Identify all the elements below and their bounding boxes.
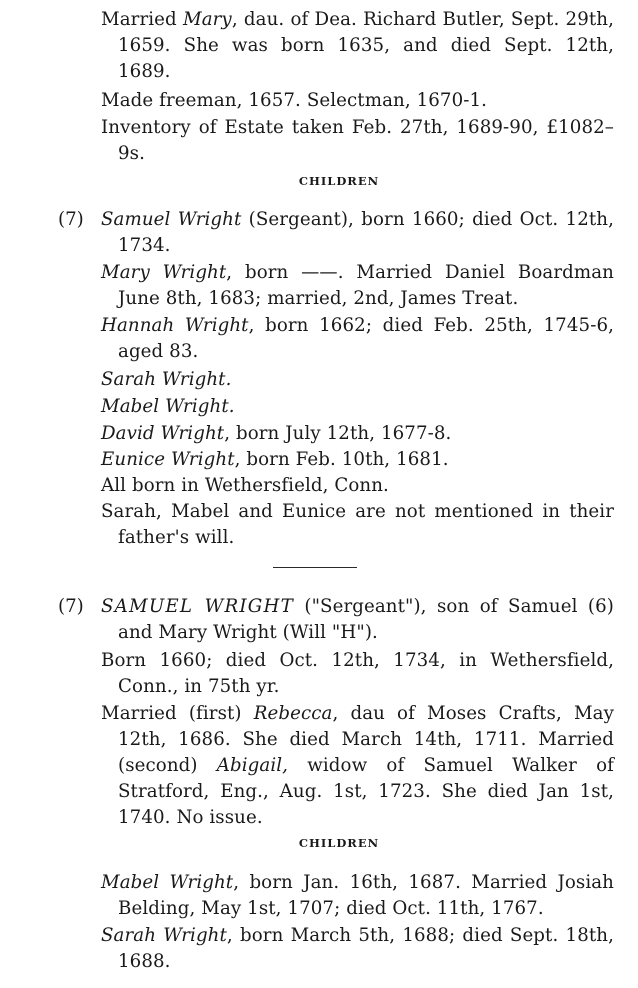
married-text-a: Married — [101, 9, 183, 30]
children-heading-2: CHILDREN — [298, 836, 380, 850]
all-born-text: All born in Wethersfield, Conn. — [101, 475, 389, 496]
entry-number-2: (7) — [58, 596, 84, 617]
child-hannah-name: Hannah Wright — [101, 315, 249, 336]
samuel-born-paragraph — [101, 648, 614, 700]
first-wife-name: Rebecca — [253, 703, 333, 724]
child2-sarah-text: , born March 5th, 1688; died Sept. 18th, 1688. — [118, 925, 614, 972]
samuel-intro: ("Sergeant"), son of Samuel (6) and Mary Wright (Will "H"). — [118, 596, 614, 643]
child-sarah-name: Sarah Wright. — [101, 369, 232, 390]
not-mentioned-text: Sarah, Mabel and Eunice are not mentioned in their father's will. — [101, 501, 614, 548]
child-eunice-text: , born Feb. 10th, 1681. — [234, 449, 449, 470]
freeman-text: Made freeman, 1657. Selectman, 1670-1. — [101, 90, 488, 111]
married-text-b: , dau. of Dea. Richard Butler, Sept. 29th, 1659. She was born 1635, and died Sept. 12th, 1689. — [118, 9, 614, 82]
section-divider — [273, 567, 357, 568]
child-hannah — [101, 313, 614, 365]
inventory-paragraph — [101, 115, 614, 167]
child-david — [101, 421, 614, 447]
samuel-married-a: Married (first) — [101, 703, 254, 724]
samuel-married-paragraph — [101, 701, 614, 831]
freeman-paragraph — [101, 88, 614, 114]
child-samuel — [101, 207, 614, 259]
samuel-name: SAMUEL WRIGHT — [101, 596, 294, 617]
child-mabel-name: Mabel Wright. — [101, 396, 235, 417]
child-samuel-name: Samuel Wright — [101, 209, 242, 230]
samuel-married-b: , dau of Moses Crafts, May 12th, 1686. She died March 14th, 1711. Married (second) — [118, 703, 614, 776]
all-born-note — [101, 473, 614, 499]
second-wife-name: Abigail, — [216, 755, 289, 776]
child-hannah-text: , born 1662; died Feb. 25th, 1745-6, aged 83. — [118, 315, 614, 362]
wife-name: Mary — [182, 9, 232, 30]
child-eunice — [101, 447, 614, 473]
samuel-born-text: Born 1660; died Oct. 12th, 1734, in Wethersfield, Conn., in 75th yr. — [101, 650, 614, 697]
child-samuel-text: (Sergeant), born 1660; died Oct. 12th, 1734. — [118, 209, 614, 256]
children-heading-1: CHILDREN — [298, 174, 380, 188]
entry-number-1: (7) — [58, 209, 84, 230]
child-sarah — [101, 367, 614, 393]
child2-mabel-text: , born Jan. 16th, 1687. Married Josiah Belding, May 1st, 1707; died Oct. 11th, 1767. — [118, 872, 614, 919]
married-paragraph — [101, 7, 614, 85]
not-mentioned-note — [101, 499, 614, 551]
samuel-married-c: widow of Samuel Walker of Stratford, Eng., Aug. 1st, 1723. She died Jan 1st, 1740. No issue. — [118, 755, 614, 828]
child2-sarah-name: Sarah Wright — [101, 925, 227, 946]
child-david-name: David Wright — [101, 423, 225, 444]
child-david-text: , born July 12th, 1677-8. — [224, 423, 452, 444]
child-mabel — [101, 394, 614, 420]
child-eunice-name: Eunice Wright — [101, 449, 235, 470]
child2-sarah — [101, 923, 614, 975]
child2-mabel-name: Mabel Wright — [101, 872, 234, 893]
child-mary-name: Mary Wright — [101, 262, 227, 283]
child2-mabel — [101, 870, 614, 922]
inventory-text: Inventory of Estate taken Feb. 27th, 1689-90, £1082–9s. — [101, 117, 614, 164]
child-mary-text: , born ——. Married Daniel Boardman June 8th, 1683; married, 2nd, James Treat. — [118, 262, 614, 309]
samuel-heading-paragraph — [101, 594, 614, 646]
child-mary — [101, 260, 614, 312]
